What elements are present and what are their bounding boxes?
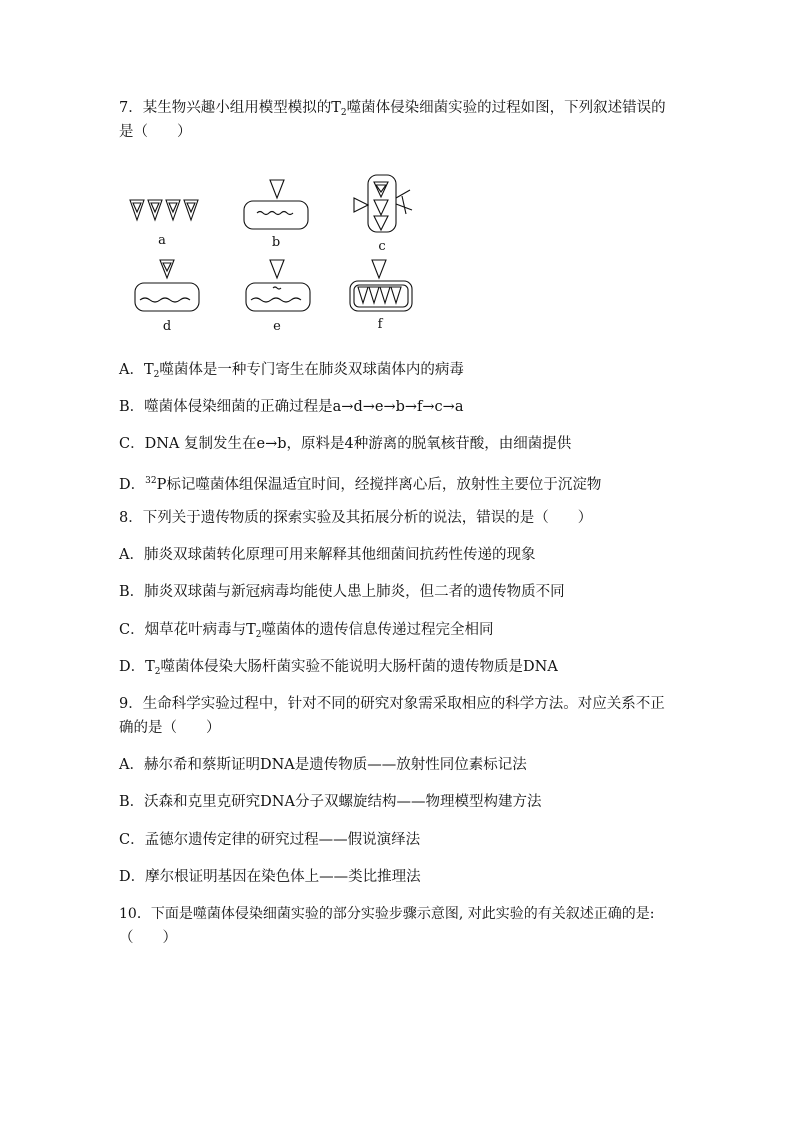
subscript: 2 xyxy=(153,370,160,380)
q9-option-c[interactable]: C．孟德尔遗传定律的研究过程——假说演绎法 xyxy=(119,832,421,848)
q7-option-a[interactable] xyxy=(119,360,464,385)
option-text-cont: 噬菌体是一种专门寄生在肺炎双球菌体内的病毒 xyxy=(159,362,464,378)
option-text: C．烟草花叶病毒与T xyxy=(119,622,256,638)
q7-option-c[interactable]: C．DNA 复制发生在e→b，原料是4种游离的脱氧核苷酸，由细菌提供 xyxy=(119,436,572,452)
figure-d-adsorption xyxy=(135,260,199,311)
figure-label-b: b xyxy=(271,235,281,250)
figure-svg xyxy=(110,170,440,345)
figure-label-e: e xyxy=(273,319,281,334)
superscript: 32 xyxy=(145,476,157,486)
option-text: D．T xyxy=(119,659,155,675)
q7-option-d[interactable] xyxy=(119,471,601,495)
q9-option-a[interactable]: A．赫尔希和蔡斯证明DNA是遗传物质——放射性同位素标记法 xyxy=(119,757,527,773)
q9-option-b[interactable]: B．沃森和克里克研究DNA分子双螺旋结构——物理模型构建方法 xyxy=(119,794,542,810)
figure-e-injection xyxy=(246,260,310,311)
q8-stem: 8．下列关于遗传物质的探索实验及其拓展分析的说法，错误的是（ ） xyxy=(119,510,593,526)
q7-stem-text-cont: 噬菌体侵染细菌实验的过程如图，下列叙述错误的 xyxy=(346,100,666,116)
figure-label-a: a xyxy=(158,233,166,248)
q9-stem-line1: 9．生命科学实验过程中，针对不同的研究对象需采取相应的科学方法。对应关系不正 xyxy=(119,696,665,712)
q7-stem-text: 7．某生物兴趣小组用模型模拟的T xyxy=(119,100,341,116)
figure-c-lysis xyxy=(354,175,412,232)
option-text-cont: P标记噬菌体组保温适宜时间，经搅拌离心后，放射性主要位于沉淀物 xyxy=(156,477,602,493)
figure-label-f: f xyxy=(377,317,383,332)
q8-option-a[interactable]: A．肺炎双球菌转化原理可用来解释其他细菌间抗药性传递的现象 xyxy=(119,547,536,563)
q7-stem-line1 xyxy=(119,98,666,123)
figure-f-assembly xyxy=(350,260,412,311)
subscript: 2 xyxy=(255,630,262,640)
q9-stem-line2: 确的是（ ） xyxy=(119,720,221,736)
option-text: D． xyxy=(119,477,146,493)
q7-stem-line2: 是（ ） xyxy=(119,124,192,140)
q8-option-d[interactable] xyxy=(119,657,558,682)
subscript: 2 xyxy=(154,667,161,677)
option-text-cont: 噬菌体侵染大肠杆菌实验不能说明大肠杆菌的遗传物质是DNA xyxy=(160,659,558,675)
q8-option-c[interactable] xyxy=(119,620,494,645)
option-text-cont: 噬菌体的遗传信息传递过程完全相同 xyxy=(261,622,494,638)
option-text: A．T xyxy=(119,362,154,378)
q9-option-d[interactable]: D．摩尔根证明基因在染色体上——类比推理法 xyxy=(119,869,421,885)
phage-model-figure xyxy=(110,170,440,345)
figure-a-phages xyxy=(130,200,198,220)
q8-option-b[interactable]: B．肺炎双球菌与新冠病毒均能使人患上肺炎，但二者的遗传物质不同 xyxy=(119,584,565,600)
figure-b-bacterium xyxy=(244,180,308,229)
subscript: 2 xyxy=(340,108,347,118)
q10-stem-line1: 10．下面是噬菌体侵染细菌实验的部分实验步骤示意图, 对此实验的有关叙述正确的是: xyxy=(119,906,655,922)
figure-label-c: c xyxy=(378,239,386,254)
q10-stem-line2: （ ） xyxy=(119,930,177,946)
q7-option-b[interactable]: B．噬菌体侵染细菌的正确过程是a→d→e→b→f→c→a xyxy=(119,399,464,415)
figure-label-d: d xyxy=(162,319,172,334)
